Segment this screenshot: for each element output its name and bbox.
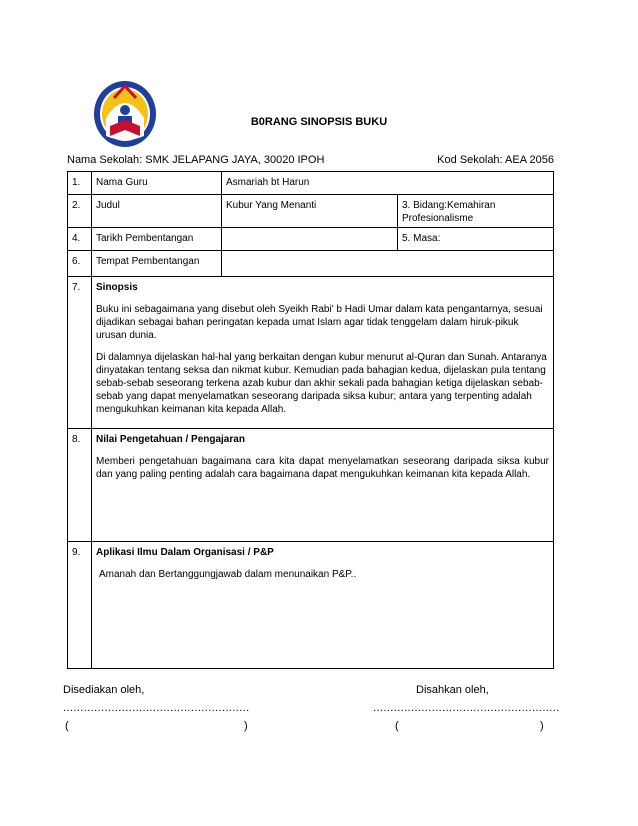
prepared-by-close-paren: ) — [244, 720, 248, 732]
application-paragraph: Amanah dan Bertanggungjawab dalam menunaikan P&P.. — [99, 569, 357, 580]
field-label: Tempat Pembentangan — [92, 251, 222, 277]
approved-by-open-paren: ( — [395, 720, 399, 732]
table-row — [68, 195, 554, 228]
school-info-row — [67, 154, 554, 166]
row-number: 8. — [68, 429, 92, 542]
table-row — [68, 542, 554, 669]
synopsis-cell[interactable] — [92, 277, 554, 429]
presentation-date-value[interactable] — [222, 228, 398, 251]
field-label: Nama Guru — [92, 172, 222, 195]
row-number: 1. — [68, 172, 92, 195]
field-label: Judul — [92, 195, 222, 228]
approved-by-signature-line[interactable]: ...................................................... — [373, 702, 560, 714]
application-cell[interactable] — [92, 542, 554, 669]
prepared-by-label: Disediakan oleh, — [63, 684, 145, 696]
book-title-value[interactable]: Kubur Yang Menanti — [222, 195, 398, 228]
row-number: 9. — [68, 542, 92, 669]
field-bidang[interactable]: 3. Bidang:Kemahiran Profesionalisme — [398, 195, 554, 228]
table-row — [68, 429, 554, 542]
form-title: B0RANG SINOPSIS BUKU — [250, 116, 388, 128]
row-number: 7. — [68, 277, 92, 429]
teacher-name-value[interactable]: Asmariah bt Harun — [222, 172, 554, 195]
row-number: 4. — [68, 228, 92, 251]
approved-by-close-paren: ) — [540, 720, 544, 732]
field-masa[interactable]: 5. Masa: — [398, 228, 554, 251]
table-row — [68, 277, 554, 429]
row-number: 2. — [68, 195, 92, 228]
approved-by-label: Disahkan oleh, — [416, 684, 489, 696]
values-cell[interactable] — [92, 429, 554, 542]
row-number: 6. — [68, 251, 92, 277]
section-heading: Aplikasi Ilmu Dalam Organisasi / P&P — [96, 547, 274, 558]
presentation-place-value[interactable] — [222, 251, 554, 277]
section-heading: Sinopsis — [96, 282, 138, 293]
school-crest-logo — [92, 78, 158, 150]
school-code: Kod Sekolah: AEA 2056 — [437, 154, 554, 166]
values-paragraph: Memberi pengetahuan bagaimana cara kita dapat menyelamatkan seseorang daripada siksa kubur dan yang paling penting adalah cara bagaimana dapat mengukuhkan keimanan kita kepada Allah. — [96, 456, 549, 480]
prepared-by-signature-line[interactable]: ...................................................... — [63, 702, 250, 714]
field-label: Tarikh Pembentangan — [92, 228, 222, 251]
table-row — [68, 172, 554, 195]
school-name: Nama Sekolah: SMK JELAPANG JAYA, 30020 IPOH — [67, 154, 325, 166]
prepared-by-open-paren: ( — [65, 720, 69, 732]
table-row — [68, 228, 554, 251]
table-row — [68, 251, 554, 277]
synopsis-paragraph-1: Buku ini sebagaimana yang disebut oleh Syeikh Rabi' b Hadi Umar dalam kata pengantarnya, sesuai dijadikan sebagai bahan peringatan kepada umat Islam agar tidak tenggelam dalam hiruk-pikuk urusan dunia. — [96, 304, 543, 341]
synopsis-paragraph-2: Di dalamnya dijelaskan hal-hal yang berkaitan dengan kubur menurut al-Quran dan Sunah. Antaranya dinyatakan tentang seksa dan nikmat kubur. Kemudian pada bahagian kedua, dijelaskan pula tentang sebab-sebab seseorang terkena azab kubur dan akhir sekali pada bahagian ketiga dijelaskan sebab-sebab yang dapat menyelamatkan seseorang daripada siksa kubur; antara yang terpenting adalah mengukuhkan keimanan kita kepada Allah. — [96, 352, 547, 415]
section-heading: Nilai Pengetahuan / Pengajaran — [96, 434, 245, 445]
synopsis-form-table — [67, 171, 554, 669]
